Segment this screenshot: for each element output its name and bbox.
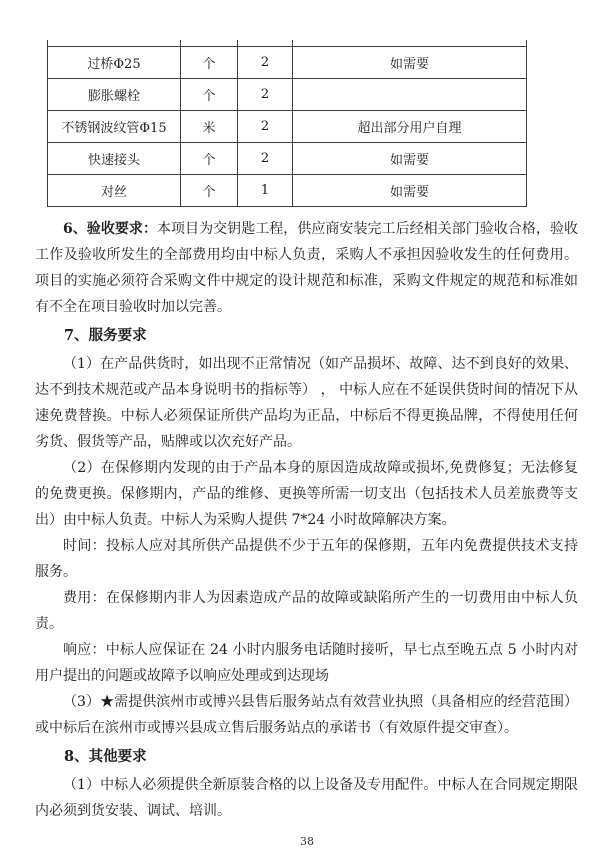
- unit-cell: 个: [181, 46, 238, 78]
- acceptance-requirements-body: 本项目为交钥匙工程，供应商安装完工后经相关部门验收合格，验收工作及验收所发生的全部费用均由中标人负责，采购人不承担因验收发生的任何费用。项目的实施必须符合采购文件中规定的设计规范和标准，采购文件规定的规范和标准如有不全在项目验收时加以完善。: [35, 220, 578, 315]
- qty-cell: 2: [238, 78, 293, 110]
- body-text: [35, 216, 578, 824]
- service-paragraph-time: 时间：投标人应对其所供产品提供不少于五年的保修期，五年内免费提供技术支持服务。: [35, 537, 578, 580]
- note-cell: 如需要: [293, 142, 527, 174]
- acceptance-requirements-paragraph: [35, 216, 578, 320]
- service-paragraph-3-star: （3）★需提供滨州市或博兴县售后服务站点有效营业执照（具备相应的经营范围）或中标后在滨州市或博兴县成立售后服务站点的承诺书（有效原件提交审查）。: [35, 693, 578, 736]
- table-row: [48, 46, 527, 78]
- other-requirements-heading: 8、其他要求: [64, 747, 147, 765]
- service-paragraph-response: 响应：中标人应保证在 24 小时内服务电话随时接听，早七点至晚五点 5 小时内对用户提出的问题或故障予以响应处理或到达现场: [35, 641, 578, 684]
- unit-cell: 个: [181, 174, 238, 206]
- note-cell: 如需要: [293, 46, 527, 78]
- item-name-cell: 对丝: [48, 174, 181, 206]
- service-requirements-heading: 7、服务要求: [64, 326, 147, 344]
- qty-cell: 2: [238, 142, 293, 174]
- qty-cell: 2: [238, 110, 293, 142]
- note-cell: [293, 78, 527, 110]
- note-cell: 超出部分用户自理: [293, 110, 527, 142]
- item-name-cell: 不锈钢波纹管Φ15: [48, 110, 181, 142]
- materials-table: [47, 40, 527, 207]
- unit-cell: 个: [181, 142, 238, 174]
- item-name-cell: 过桥Φ25: [48, 46, 181, 78]
- table-row: [48, 78, 527, 110]
- other-paragraph-1: （1）中标人必须提供全新原装合格的以上设备及专用配件。中标人在合同规定期限内必须到货安装、调试、培训。: [35, 776, 578, 819]
- acceptance-requirements-lead: 6、验收要求：: [63, 220, 157, 237]
- qty-cell: 1: [238, 174, 293, 206]
- page-number: 38: [300, 835, 314, 848]
- item-name-cell: 膨胀螺栓: [48, 78, 181, 110]
- table-row: [48, 174, 527, 206]
- table-row: [48, 142, 527, 174]
- service-paragraph-cost: 费用：在保修期内非人为因素造成产品的故障或缺陷所产生的一切费用由中标人负责。: [35, 589, 578, 632]
- unit-cell: 米: [181, 110, 238, 142]
- item-name-cell: 快速接头: [48, 142, 181, 174]
- service-paragraph-2: （2）在保修期内发现的由于产品本身的原因造成故障或损坏,免费修复；无法修复的免费更换。保修期内，产品的维修、更换等所需一切支出（包括技术人员差旅费等支出）由中标人负责。中标人为采购人提供 7*24 小时故障解决方案。: [35, 459, 578, 528]
- unit-cell: 个: [181, 78, 238, 110]
- service-paragraph-1: （1）在产品供货时，如出现不正常情况（如产品损坏、故障、达不到良好的效果、 达不到技术规范或产品本身说明书的指标等） ， 中标人应在不延误供货时间的情况下从速免费替换。中标人必须保证所供产品均为正品，中标后不得更换品牌，不得使用任何劣货、假货等产品，贴牌或以次充好产品。: [35, 355, 578, 450]
- note-cell: 如需要: [293, 174, 527, 206]
- qty-cell: 2: [238, 46, 293, 78]
- table-row: [48, 110, 527, 142]
